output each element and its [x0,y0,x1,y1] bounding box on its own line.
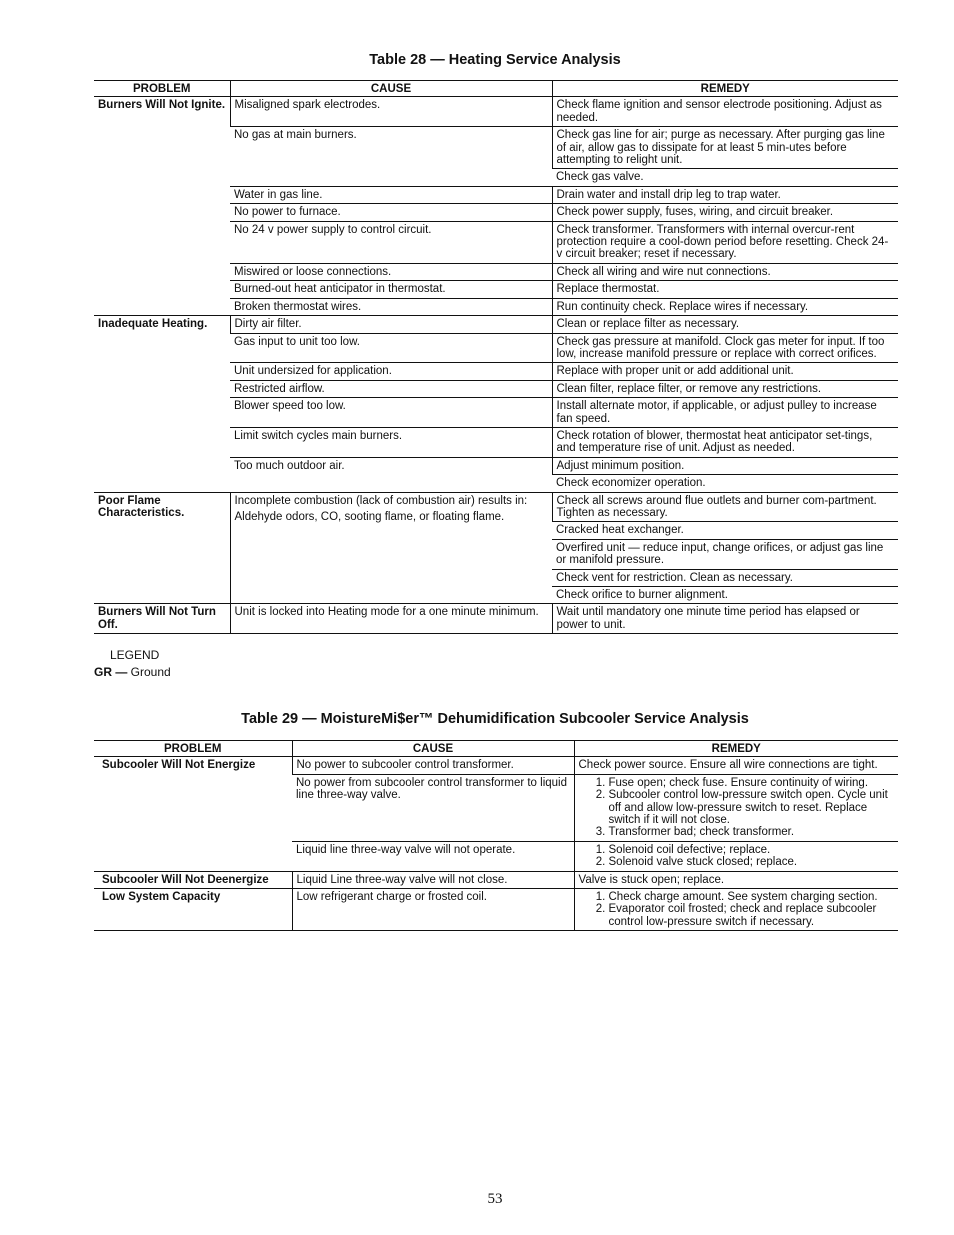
table-29-title: Table 29 — MoistureMi$er™ Dehumidification Subcooler Service Analysis [241,711,749,727]
heating-service-analysis-table [94,80,898,634]
cause-paragraph: Aldehyde odors, CO, sooting flame, or floating flame. [234,510,505,523]
remedy-cell: Wait until mandatory one minute time period has elapsed or power to unit. [552,604,898,634]
cause-cell: Blower speed too low. [230,398,552,428]
remedy-cell: Clean or replace filter as necessary. [552,316,898,333]
legend-abbreviation: GR — [94,665,128,679]
remedy-column-header: REMEDY [574,741,898,757]
cause-cell [230,492,552,604]
legend-label: LEGEND [110,648,160,662]
remedy-cell: Replace thermostat. [552,281,898,298]
remedy-cell: Valve is stuck open; replace. [574,871,898,888]
list-item: 1. Fuse open; check fuse. Ensure continuity of wiring. [609,777,895,789]
remedy-cell [574,889,898,931]
page-number: 53 [487,1191,503,1207]
cause-cell: No power from subcooler control transformer to liquid line three-way valve. [292,774,574,841]
cause-cell: No 24 v power supply to control circuit. [230,221,552,263]
remedy-cell: Replace with proper unit or add additional unit. [552,363,898,380]
cause-cell: Limit switch cycles main burners. [230,427,552,457]
cause-column-header: CAUSE [230,81,552,97]
remedy-cell: Adjust minimum position. [552,457,898,474]
cause-cell: Dirty air filter. [230,316,552,333]
remedy-cell: Check transformer. Transformers with internal overcur-rent protection require a cool-down period before resetting. Check 24-v circuit breaker; reset if necessary. [552,221,898,263]
list-item: 1. Check charge amount. See system charging section. [609,891,895,903]
remedy-cell [574,774,898,841]
problem-column-header: PROBLEM [94,81,230,97]
problem-cell: Subcooler Will Not Deenergize [94,871,292,888]
table-row [94,604,898,634]
cause-cell: Broken thermostat wires. [230,298,552,315]
list-item: 3. Transformer bad; check transformer. [609,826,895,838]
list-item: 2. Evaporator coil frosted; check and replace subcooler control low-pressure switch if necessary. [609,903,895,928]
table-row [94,757,898,774]
cause-cell: Water in gas line. [230,186,552,203]
cause-cell: Misaligned spark electrodes. [230,97,552,127]
table-row [94,889,898,931]
remedy-cell: Check gas pressure at manifold. Clock gas meter for input. If too low, increase manifold pressure or replace with correct orifices. [552,333,898,363]
list-item: 2. Solenoid valve stuck closed; replace. [609,856,895,868]
remedy-cell: Check flame ignition and sensor electrode positioning. Adjust as needed. [552,97,898,127]
table-28-title: Table 28 — Heating Service Analysis [369,52,621,68]
remedy-cell: Run continuity check. Replace wires if necessary. [552,298,898,315]
problem-cell: Poor Flame Characteristics. [94,492,230,604]
cause-cell: Too much outdoor air. [230,457,552,492]
cause-cell: Gas input to unit too low. [230,333,552,363]
cause-cell: Unit undersized for application. [230,363,552,380]
problem-cell: Subcooler Will Not Energize [94,757,292,871]
remedy-cell: Check economizer operation. [552,475,898,492]
cause-cell: Liquid Line three-way valve will not close. [292,871,574,888]
cause-cell: No power to furnace. [230,204,552,221]
cause-cell: Low refrigerant charge or frosted coil. [292,889,574,931]
remedy-cell: Drain water and install drip leg to trap water. [552,186,898,203]
legend-entry [94,665,171,679]
remedy-cell: Check power source. Ensure all wire connections are tight. [574,757,898,774]
problem-column-header: PROBLEM [94,741,292,757]
remedy-cell [574,841,898,871]
cause-cell: No power to subcooler control transformer. [292,757,574,774]
cause-cell: Burned-out heat anticipator in thermostat. [230,281,552,298]
remedy-cell: Check vent for restriction. Clean as necessary. [552,569,898,586]
remedy-cell: Check all screws around flue outlets and burner com-partment. Tighten as necessary. [552,492,898,522]
remedy-cell: Check power supply, fuses, wiring, and circuit breaker. [552,204,898,221]
remedy-cell: Check rotation of blower, thermostat heat anticipator set-tings, and temperature rise of unit. Adjust as needed. [552,427,898,457]
cause-cell: Miswired or loose connections. [230,263,552,280]
table-row [94,97,898,127]
remedy-cell: Check gas valve. [552,169,898,186]
cause-cell: Liquid line three-way valve will not operate. [292,841,574,871]
table-row [94,316,898,333]
cause-column-header: CAUSE [292,741,574,757]
cause-cell: Restricted airflow. [230,380,552,397]
remedy-cell: Cracked heat exchanger. [552,522,898,539]
list-item: 2. Subcooler control low-pressure switch open. Cycle unit off and allow low-pressure switch to reset. Replace switch if it will not close. [609,789,895,826]
table-row [94,492,898,522]
remedy-cell: Install alternate motor, if applicable, or adjust pulley to increase fan speed. [552,398,898,428]
remedy-cell: Check gas line for air; purge as necessary. After purging gas line of air, allow gas to dissipate for at least 5 min-utes before attempting to relight unit. [552,127,898,169]
problem-cell: Low System Capacity [94,889,292,931]
cause-cell: No gas at main burners. [230,127,552,187]
subcooler-service-analysis-table [94,740,898,931]
remedy-column-header: REMEDY [552,81,898,97]
cause-paragraph: Incomplete combustion (lack of combustion air) results in: [234,494,528,507]
remedy-cell: Clean filter, replace filter, or remove any restrictions. [552,380,898,397]
remedy-list [579,777,895,839]
remedy-list [579,844,895,869]
legend-meaning: Ground [127,665,171,679]
remedy-list [579,891,895,928]
problem-cell: Burners Will Not Ignite. [94,97,230,316]
table-row [94,871,898,888]
remedy-cell: Check all wiring and wire nut connections. [552,263,898,280]
remedy-cell: Check orifice to burner alignment. [552,587,898,604]
list-item: 1. Solenoid coil defective; replace. [609,844,895,856]
problem-cell: Inadequate Heating. [94,316,230,492]
remedy-cell: Overfired unit — reduce input, change orifices, or adjust gas line or manifold pressure. [552,539,898,569]
cause-cell: Unit is locked into Heating mode for a one minute minimum. [230,604,552,634]
problem-cell: Burners Will Not Turn Off. [94,604,230,634]
